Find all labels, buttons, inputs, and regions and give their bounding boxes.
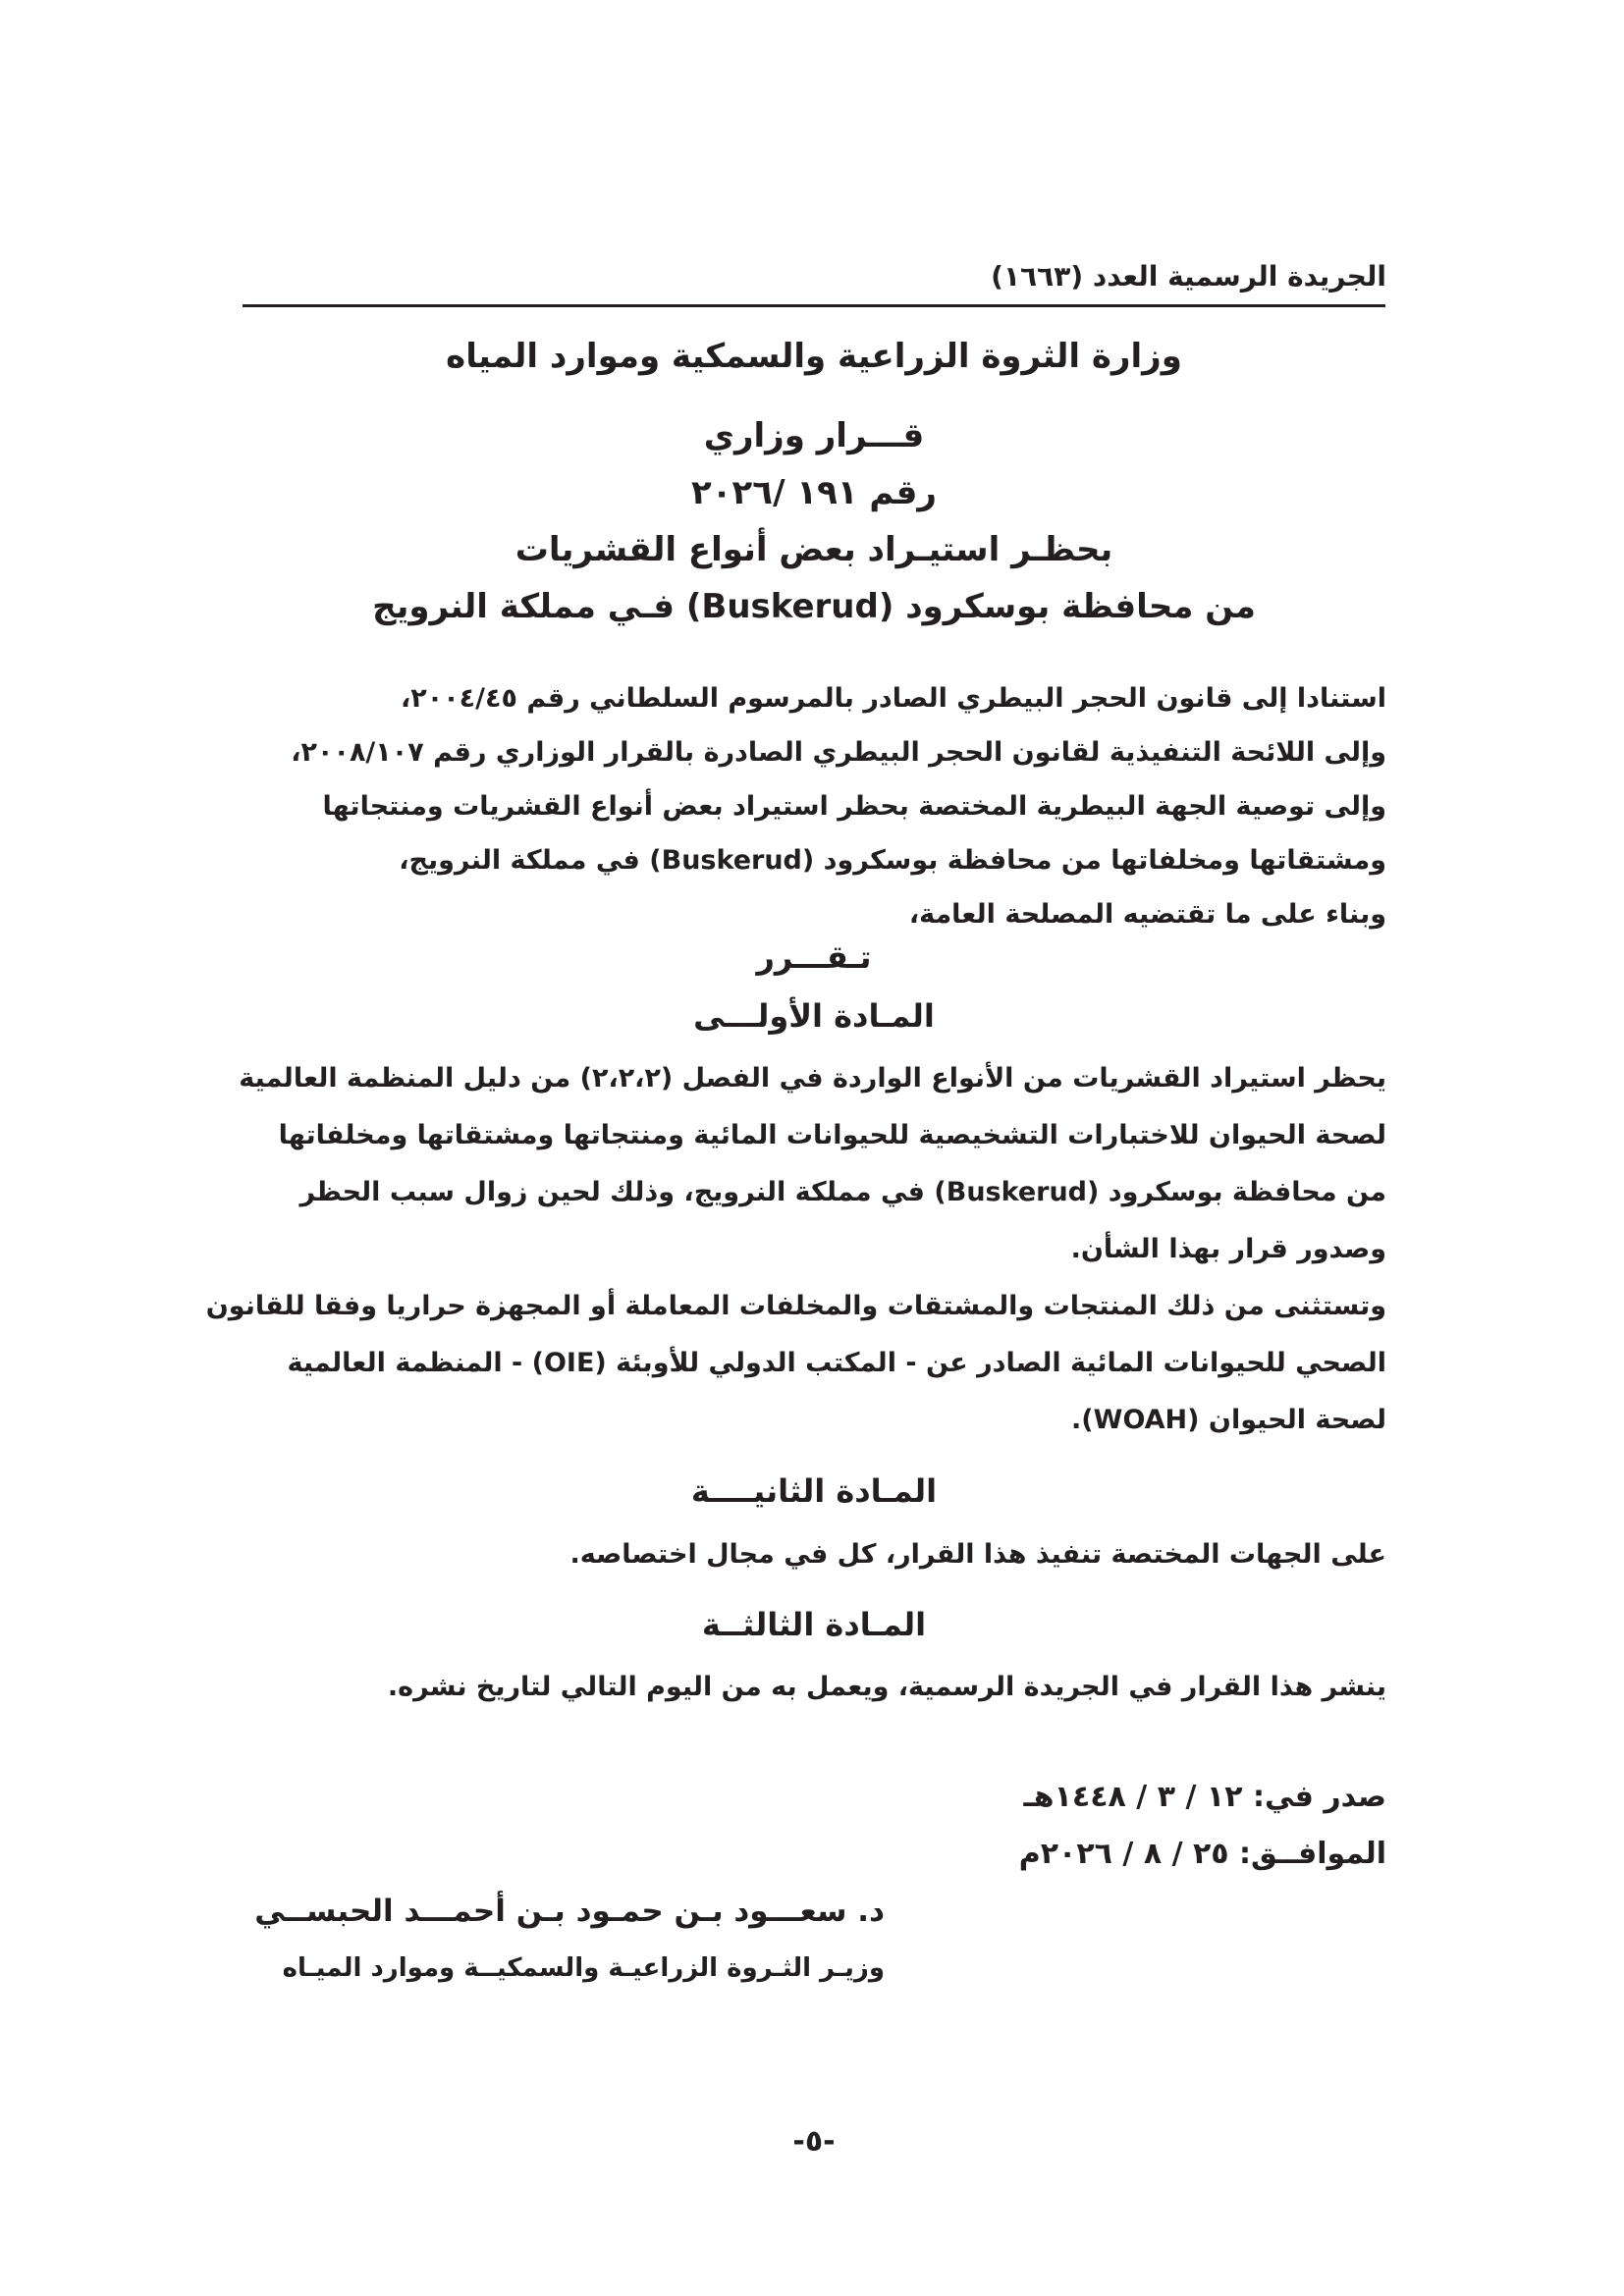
article-2-heading: المـادة الثانيــــة <box>690 1472 938 1510</box>
signatory-name: د. سعـــود بـن حمـود بـن أحمـــد الحبســي <box>254 1894 885 1929</box>
article-line: على الجهات المختصة تنفيذ هذا القرار، كل في مجال اختصاصه. <box>569 1539 1386 1570</box>
preamble-line: وإلى توصية الجهة البيطرية المختصة بحظر استيراد بعض أنواع القشريات ومنتجاتها <box>322 791 1386 822</box>
decision-subject-line-1: بحظـر استيـراد بعض أنواع القشريات <box>514 530 1113 569</box>
page-number: -٥- <box>792 2124 836 2159</box>
preamble-line: استنادا إلى قانون الحجر البيطري الصادر بالمرسوم السلطاني رقم ٢٠٠٤/٤٥، <box>400 683 1386 714</box>
decision-number: رقم ١٩١ /٢٠٢٦ <box>691 473 937 512</box>
article-2-body <box>242 1526 1386 1583</box>
preamble <box>242 671 1386 941</box>
hijri-date: صدر في: ١٢ / ٣ / ١٤٤٨هـ <box>1023 1780 1386 1814</box>
article-line: الصحي للحيوانات المائية الصادر عن - المكتب الدولي للأوبئة (OIE) - المنظمة العالمية <box>287 1348 1386 1378</box>
article-line: لصحة الحيوان (WOAH). <box>1071 1405 1386 1435</box>
article-line: يحظر استيراد القشريات من الأنواع الواردة في الفصل (٢،٢،٢) من دليل المنظمة العالمية <box>239 1063 1386 1094</box>
article-3-heading: المـادة الثالثــة <box>701 1606 927 1643</box>
signatory-block <box>243 1887 885 1991</box>
header-divider <box>243 304 1385 307</box>
decides-heading: تـقـــرر <box>756 938 872 976</box>
article-1-heading: المـادة الأولـــى <box>693 997 935 1035</box>
preamble-line: وإلى اللائحة التنفيذية لقانون الحجر البيطري الصادرة بالقرار الوزاري رقم ٢٠٠٨/١٠٧، <box>291 737 1386 768</box>
gregorian-date: الموافــق: ٢٥ / ٨ / ٢٠٢٦م <box>1018 1837 1386 1871</box>
article-line: وتستثنى من ذلك المنتجات والمشتقات والمخلفات المعاملة أو المجهزة حراريا وفقا للقانون <box>205 1291 1386 1321</box>
ministry-name: وزارة الثروة الزراعية والسمكية وموارد المياه <box>446 337 1182 376</box>
issue-dates <box>242 1769 1386 1883</box>
article-line: ينشر هذا القرار في الجريدة الرسمية، ويعمل به من اليوم التالي لتاريخ نشره. <box>387 1672 1386 1702</box>
decision-title-block <box>243 407 1385 635</box>
article-line: وصدور قرار بهذا الشأن. <box>1070 1234 1386 1264</box>
preamble-line: وبناء على ما تقتضيه المصلحة العامة، <box>908 899 1386 930</box>
article-1-body <box>205 1050 1386 1449</box>
decision-subject-line-2: من محافظة بوسكرود (Buskerud) فـي مملكة النرويج <box>372 587 1256 626</box>
article-line: لصحة الحيوان للاختبارات التشخيصية للحيوانات المائية ومنتجاتها ومشتقاتها ومخلفاتها <box>278 1120 1386 1150</box>
article-3-body <box>242 1659 1386 1716</box>
preamble-line: ومشتقاتها ومخلفاتها من محافظة بوسكرود (Buskerud) في مملكة النرويج، <box>399 845 1386 876</box>
article-line: من محافظة بوسكرود (Buskerud) في مملكة النرويج، وذلك لحين زوال سبب الحظر <box>299 1177 1386 1207</box>
running-header: الجريدة الرسمية العدد (١٦٦٣) <box>991 260 1386 293</box>
signatory-title: وزيـر الثـروة الزراعيـة والسمكيــة وموارد الميـاه <box>282 1953 885 1983</box>
decision-title: قـــرار وزاري <box>703 416 925 455</box>
